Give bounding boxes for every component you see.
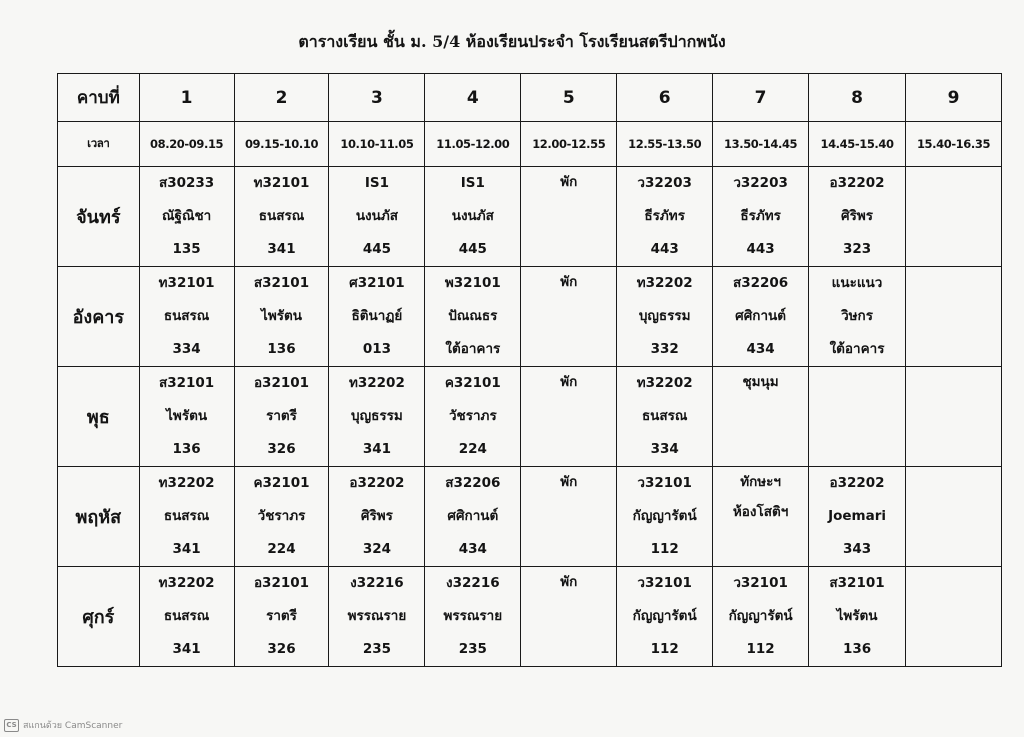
period-label: คาบที่: [58, 74, 140, 122]
teacher-name: ไพรัตน: [836, 608, 878, 624]
room-number: 341: [172, 541, 201, 557]
class-cell: [234, 567, 329, 667]
subject-code: พัก: [560, 474, 578, 490]
class-cell: [617, 567, 713, 667]
subject-code: ศ32101: [349, 275, 405, 291]
room-number: 341: [362, 441, 391, 457]
timetable: [57, 73, 1002, 667]
room-number: 443: [650, 241, 679, 257]
teacher-name: พรรณราย: [443, 608, 503, 624]
room-number: 434: [458, 541, 487, 557]
teacher-name: ธนสรณ: [163, 508, 210, 524]
subject-code: ง32216: [446, 575, 500, 591]
subject-code: อ32101: [253, 575, 310, 591]
class-cell: [329, 167, 425, 267]
class-cell: [234, 367, 329, 467]
subject-code: ส32206: [445, 475, 501, 491]
room-number: 341: [267, 241, 296, 257]
room-number: 326: [267, 641, 296, 657]
time-slot: 15.40-16.35: [906, 122, 1002, 167]
class-cell: [713, 167, 809, 267]
subject-code: พัก: [560, 574, 578, 590]
subject-code: ค32101: [444, 375, 501, 391]
room-number: 136: [842, 641, 872, 657]
teacher-name: นงนภัส: [451, 208, 494, 224]
subject-code: ว32203: [637, 175, 692, 191]
empty-cell: [906, 467, 1002, 567]
subject-code: แนะแนว: [831, 275, 883, 291]
class-cell: [139, 567, 234, 667]
scanner-watermark: [4, 718, 122, 732]
break-cell: [521, 267, 617, 367]
class-cell: [713, 567, 809, 667]
period-header-row: [58, 74, 1002, 122]
teacher-name: ธิตินาฏย์: [351, 308, 403, 324]
class-cell: [617, 167, 713, 267]
time-label: เวลา: [58, 122, 140, 167]
day-row: [58, 467, 1002, 567]
teacher-name: ธนสรณ: [258, 208, 305, 224]
teacher-name: ณัฐิณิชา: [161, 208, 212, 224]
class-cell: [617, 467, 713, 567]
room-number: 235: [458, 641, 487, 657]
teacher-name: ธีรภัทร: [740, 208, 781, 224]
empty-cell: [809, 367, 906, 467]
class-cell: [139, 367, 234, 467]
time-slot: 10.10-11.05: [329, 122, 425, 167]
class-cell: [809, 467, 906, 567]
teacher-name: กัญญารัตน์: [728, 608, 793, 624]
subject-code: ท32202: [348, 375, 405, 391]
room-number: 112: [650, 641, 679, 657]
teacher-name: ปัณณธร: [448, 308, 498, 324]
period-number: 5: [521, 74, 617, 122]
teacher-name: ราตรี: [266, 408, 297, 424]
day-label: พุธ: [58, 367, 140, 467]
room-number: 334: [650, 441, 679, 457]
watermark-text: สแกนด้วย CamScanner: [23, 721, 123, 731]
teacher-name: Joemari: [828, 508, 886, 524]
empty-cell: [906, 567, 1002, 667]
subject-code: อ32101: [253, 375, 310, 391]
teacher-name: ธีรภัทร: [644, 208, 685, 224]
class-cell: [713, 367, 809, 467]
class-cell: [234, 467, 329, 567]
break-cell: [521, 167, 617, 267]
class-cell: [809, 267, 906, 367]
camscanner-logo: CS: [4, 719, 19, 732]
day-row: [58, 267, 1002, 367]
room-number: ใต้อาคาร: [829, 341, 885, 357]
class-cell: [617, 267, 713, 367]
time-slot: 13.50-14.45: [713, 122, 809, 167]
empty-cell: [906, 267, 1002, 367]
day-row: [58, 367, 1002, 467]
period-number: 3: [329, 74, 425, 122]
room-number: 135: [172, 241, 201, 257]
day-label: ศุกร์: [58, 567, 140, 667]
room-number: 443: [746, 241, 775, 257]
room-number: 445: [362, 241, 391, 257]
class-cell: [139, 167, 234, 267]
subject-code: IS1: [460, 175, 485, 191]
subject-code: พัก: [560, 374, 578, 390]
teacher-name: ศศิกานต์: [447, 508, 499, 524]
teacher-name: บุญธรรม: [638, 308, 691, 324]
subject-code: ชุมนุม: [742, 374, 779, 390]
teacher-name: ห้องโสติฯ: [732, 504, 789, 520]
day-row: [58, 567, 1002, 667]
room-number: 343: [842, 541, 872, 557]
room-number: 323: [842, 241, 872, 257]
subject-code: ท32202: [158, 475, 215, 491]
teacher-name: กัญญารัตน์: [632, 608, 697, 624]
room-number: 334: [172, 341, 201, 357]
empty-cell: [906, 367, 1002, 467]
time-slot: 08.20-09.15: [139, 122, 234, 167]
subject-code: อ32202: [829, 475, 885, 491]
subject-code: พ32101: [444, 275, 501, 291]
class-cell: [329, 467, 425, 567]
day-rows: [58, 167, 1002, 667]
teacher-name: พรรณราย: [347, 608, 407, 624]
subject-code: ท32202: [636, 375, 693, 391]
room-number: 224: [458, 441, 487, 457]
period-number: 7: [713, 74, 809, 122]
time-row: [58, 122, 1002, 167]
class-cell: [329, 567, 425, 667]
subject-code: อ32202: [829, 175, 885, 191]
time-slot: 12.55-13.50: [617, 122, 713, 167]
class-cell: [425, 567, 521, 667]
teacher-name: บุญธรรม: [351, 408, 403, 424]
class-cell: [234, 267, 329, 367]
subject-code: ท32101: [253, 175, 310, 191]
class-cell: [809, 567, 906, 667]
subject-code: พัก: [560, 174, 578, 190]
class-cell: [425, 167, 521, 267]
room-number: 224: [267, 541, 296, 557]
room-number: 235: [362, 641, 391, 657]
time-slot: 11.05-12.00: [425, 122, 521, 167]
day-label: พฤหัส: [58, 467, 140, 567]
teacher-name: วัชราภร: [257, 508, 306, 524]
teacher-name: ศิริพร: [360, 508, 393, 524]
room-number: 136: [172, 441, 201, 457]
subject-code: ทักษะฯ: [740, 474, 781, 490]
page-title: ตารางเรียน ชั้น ม. 5/4 ห้องเรียนประจำ โรงเรียนสตรีปากพนัง: [298, 32, 726, 51]
room-number: 332: [650, 341, 679, 357]
class-cell: [713, 267, 809, 367]
room-number: ใต้อาคาร: [445, 341, 501, 357]
break-cell: [521, 467, 617, 567]
teacher-name: ศิริพร: [841, 208, 874, 224]
class-cell: [425, 467, 521, 567]
subject-code: ส32101: [829, 575, 885, 591]
empty-cell: [906, 167, 1002, 267]
room-number: 445: [458, 241, 487, 257]
teacher-name: วิษกร: [841, 308, 873, 324]
class-cell: [329, 267, 425, 367]
subject-code: อ32202: [349, 475, 405, 491]
subject-code: ท32202: [636, 275, 693, 291]
period-number: 8: [809, 74, 906, 122]
class-cell: [617, 367, 713, 467]
subject-code: ว32101: [637, 475, 692, 491]
teacher-name: กัญญารัตน์: [632, 508, 697, 524]
class-cell: [234, 167, 329, 267]
class-cell: [329, 367, 425, 467]
subject-code: ว32101: [733, 575, 788, 591]
room-number: 013: [362, 341, 391, 357]
subject-code: ส32101: [158, 375, 215, 391]
class-cell: [809, 167, 906, 267]
room-number: 112: [650, 541, 679, 557]
subject-code: IS1: [364, 175, 389, 191]
class-cell: [425, 267, 521, 367]
subject-code: ว32203: [733, 175, 788, 191]
teacher-name: ศศิกานต์: [735, 308, 787, 324]
teacher-name: ธนสรณ: [641, 408, 688, 424]
room-number: 326: [267, 441, 296, 457]
class-cell: [713, 467, 809, 567]
room-number: 136: [267, 341, 296, 357]
subject-code: ท32202: [158, 575, 215, 591]
period-number: 6: [617, 74, 713, 122]
subject-code: ค32101: [253, 475, 310, 491]
day-row: [58, 167, 1002, 267]
room-number: 112: [746, 641, 775, 657]
time-slot: 12.00-12.55: [521, 122, 617, 167]
break-cell: [521, 367, 617, 467]
room-number: 324: [362, 541, 391, 557]
subject-code: ส30233: [158, 175, 215, 191]
subject-code: ว32101: [637, 575, 692, 591]
day-label: อังคาร: [58, 267, 140, 367]
room-number: 341: [172, 641, 201, 657]
teacher-name: ธนสรณ: [163, 608, 210, 624]
day-label: จันทร์: [58, 167, 140, 267]
break-cell: [521, 567, 617, 667]
teacher-name: ราตรี: [266, 608, 297, 624]
subject-code: ง32216: [350, 575, 404, 591]
teacher-name: ธนสรณ: [163, 308, 210, 324]
subject-code: ส32101: [253, 275, 310, 291]
class-cell: [425, 367, 521, 467]
teacher-name: ไพรัตน: [166, 408, 208, 424]
room-number: 434: [746, 341, 775, 357]
period-number: 4: [425, 74, 521, 122]
teacher-name: นงนภัส: [355, 208, 398, 224]
period-number: 2: [234, 74, 329, 122]
subject-code: ท32101: [158, 275, 215, 291]
teacher-name: ไพรัตน: [261, 308, 302, 324]
class-cell: [139, 467, 234, 567]
period-number: 1: [139, 74, 234, 122]
time-slot: 14.45-15.40: [809, 122, 906, 167]
teacher-name: วัชราภร: [448, 408, 497, 424]
class-cell: [139, 267, 234, 367]
subject-code: พัก: [560, 274, 578, 290]
subject-code: ส32206: [732, 275, 789, 291]
period-number: 9: [906, 74, 1002, 122]
time-slot: 09.15-10.10: [234, 122, 329, 167]
